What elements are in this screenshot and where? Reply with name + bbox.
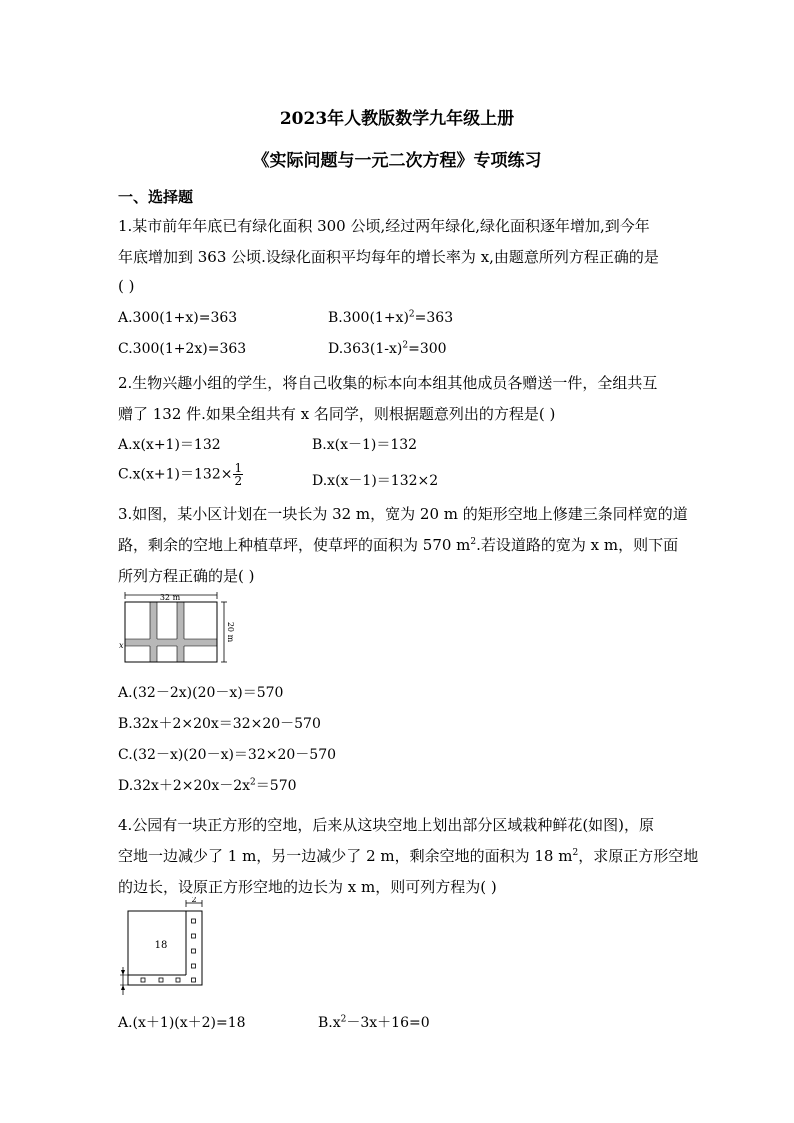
q4-flower-figure xyxy=(114,897,210,999)
fraction-half: $\frac{1}{2}$ xyxy=(234,461,243,488)
q3-line-2: 路，剩余的空地上种植草坪，使草坪的面积为 570 $m^2$.若设道路的宽为 x m，则下面 xyxy=(118,536,679,554)
q1-option-a: A.300(1+x)=363 xyxy=(118,310,238,326)
q2-option-d: D.x(x－1)＝132×2 xyxy=(312,473,439,489)
q4-line-3: 的边长，设原正方形空地的边长为 x m，则可列方程为( ) xyxy=(118,878,497,896)
q3-option-c: C.(32－x)(20－x)＝32×20－570 xyxy=(118,747,337,763)
q1-option-c: C.300(1+2x)=363 xyxy=(118,341,247,357)
q3-option-b: B.32x＋2×20x＝32×20－570 xyxy=(118,716,321,732)
q3-option-d: $D.32x+2\times 20x-2x^2=570$ xyxy=(118,777,297,794)
title-line-1: 2023年人教版数学九年级上册 xyxy=(279,109,515,129)
q1-option-d: $D.363(1-x)^2=300$ xyxy=(328,340,447,357)
q4-option-b: $B.x^2-3x+16=0$ xyxy=(318,1014,430,1031)
q2-line-1: 2.生物兴趣小组的学生，将自己收集的标本向本组其他成员各赠送一件，全组共互 xyxy=(118,374,658,392)
q1-line-1: 1.某市前年年底已有绿化面积 300 公顷,经过两年绿化,绿化面积逐年增加,到今年 xyxy=(118,217,650,235)
lawn-rectangle xyxy=(125,602,217,662)
q3-line-3: 所列方程正确的是( ) xyxy=(118,567,255,585)
two-label: 2 xyxy=(191,897,197,904)
title-line-2: 《实际问题与一元二次方程》专项练习 xyxy=(252,151,542,171)
q1-option-b: $B.300(1+x)^2=363$ xyxy=(328,309,454,326)
q2-option-a: A.x(x+1)＝132 xyxy=(118,437,221,453)
area-label: 18 xyxy=(154,940,168,951)
road-width-label: x xyxy=(119,641,124,650)
q3-line-1: 3.如图，某小区计划在一块长为 32 m，宽为 20 m 的矩形空地上修建三条同样宽的道 xyxy=(118,505,688,523)
q4-line-1: 4.公园有一块正方形的空地，后来从这块空地上划出部分区域栽种鲜花(如图)，原 xyxy=(118,816,655,834)
horizontal-road xyxy=(125,639,217,646)
width-label: 20 m xyxy=(226,621,235,643)
vertical-road-2 xyxy=(177,602,184,662)
q3-option-a: A.(32－2x)(20－x)＝570 xyxy=(118,685,284,701)
q3-road-figure xyxy=(116,588,240,668)
q4-line-2: 空地一边减少了 1 m，另一边减少了 2 m，剩余空地的面积为 18 $m^2$，求原正方形空地 xyxy=(118,847,699,865)
length-label: 32 m xyxy=(159,593,181,602)
q4-option-a: A.(x＋1)(x＋2)=18 xyxy=(118,1015,246,1031)
q1-line-3: ( ) xyxy=(118,277,135,295)
q1-line-2: 年底增加到 363 公顷.设绿化面积平均每年的增长率为 x,由题意所列方程正确的是 xyxy=(118,248,659,266)
vertical-road-1 xyxy=(150,602,157,662)
q2-option-b: B.x(x－1)＝132 xyxy=(312,437,418,453)
q2-option-c: C.x(x+1)＝132× $\frac{1}{2}$ xyxy=(118,461,243,488)
section-heading: 一、选择题 xyxy=(118,188,194,206)
q2-line-2: 赠了 132 件.如果全组共有 x 名同学，则根据题意列出的方程是( ) xyxy=(118,405,556,423)
